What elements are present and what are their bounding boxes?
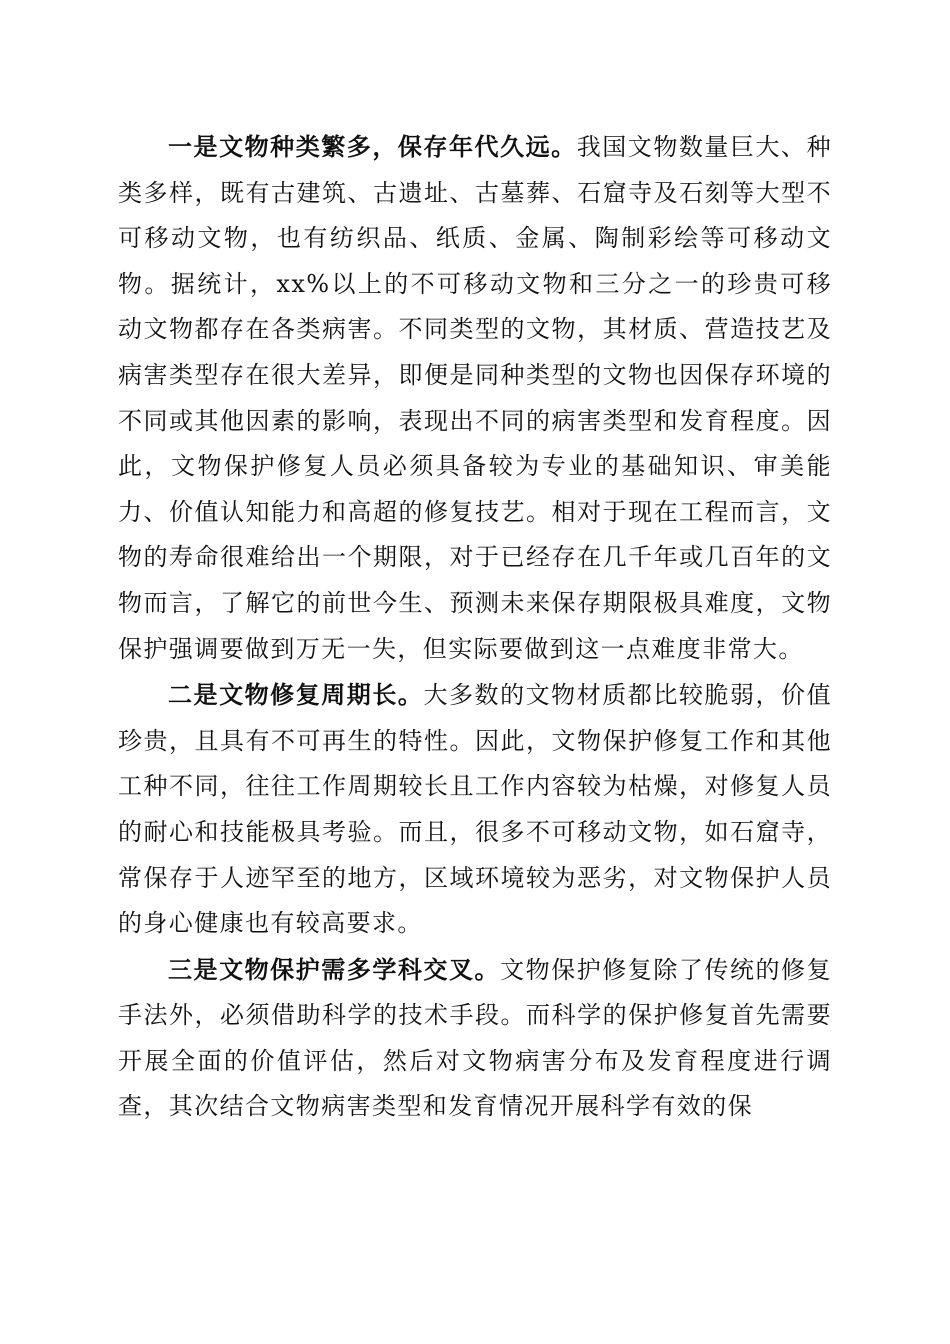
- paragraph-1: [118, 124, 832, 672]
- paragraph-1-text: 我国文物数量巨大、种类多样，既有古建筑、古遗址、古墓葬、石窟寺及石刻等大型不可移动文物，也有纺织品、纸质、金属、陶制彩绘等可移动文物。据统计，xx%以上的不可移动文物和三分之一的珍贵可移动文物都存在各类病害。不同类型的文物，其材质、营造技艺及病害类型存在很大差异，即便是同种类型的文物也因保存环境的不同或其他因素的影响，表现出不同的病害类型和发育程度。因此，文物保护修复人员必须具备较为专业的基础知识、审美能力、价值认知能力和高超的修复技艺。相对于现在工程而言，文物的寿命很难给出一个期限，对于已经存在几千年或几百年的文物而言，了解它的前世今生、预测未来保存期限极具难度，文物保护强调要做到万无一失，但实际要做到这一点难度非常大。: [118, 133, 832, 663]
- document-body: [118, 124, 832, 1130]
- paragraph-3-text: 文物保护修复除了传统的修复手法外，必须借助科学的技术手段。而科学的保护修复首先需要开展全面的价值评估，然后对文物病害分布及发育程度进行调查，其次结合文物病害类型和发育情况开展科学有效的保: [118, 955, 833, 1121]
- paragraph-2: [118, 672, 832, 947]
- paragraph-1-heading: 一是文物种类繁多，保存年代久远。: [168, 132, 577, 161]
- paragraph-2-heading: 二是文物修复周期长。: [168, 680, 424, 710]
- paragraph-2-text: 大多数的文物材质都比较脆弱，价值珍贵，且具有不可再生的特性。因此，文物保护修复工作和其他工种不同，往往工作周期较长且工作内容较为枯燥，对修复人员的耐心和技能极具考验。而且，很多不可移动文物，如石窟寺，常保存于人迹罕至的地方，区域环境较为恶劣，对文物保护人员的身心健康也有较高要求。: [118, 681, 832, 938]
- paragraph-3-heading: 三是文物保护需多学科交叉。: [168, 954, 501, 984]
- paragraph-3: [118, 947, 832, 1130]
